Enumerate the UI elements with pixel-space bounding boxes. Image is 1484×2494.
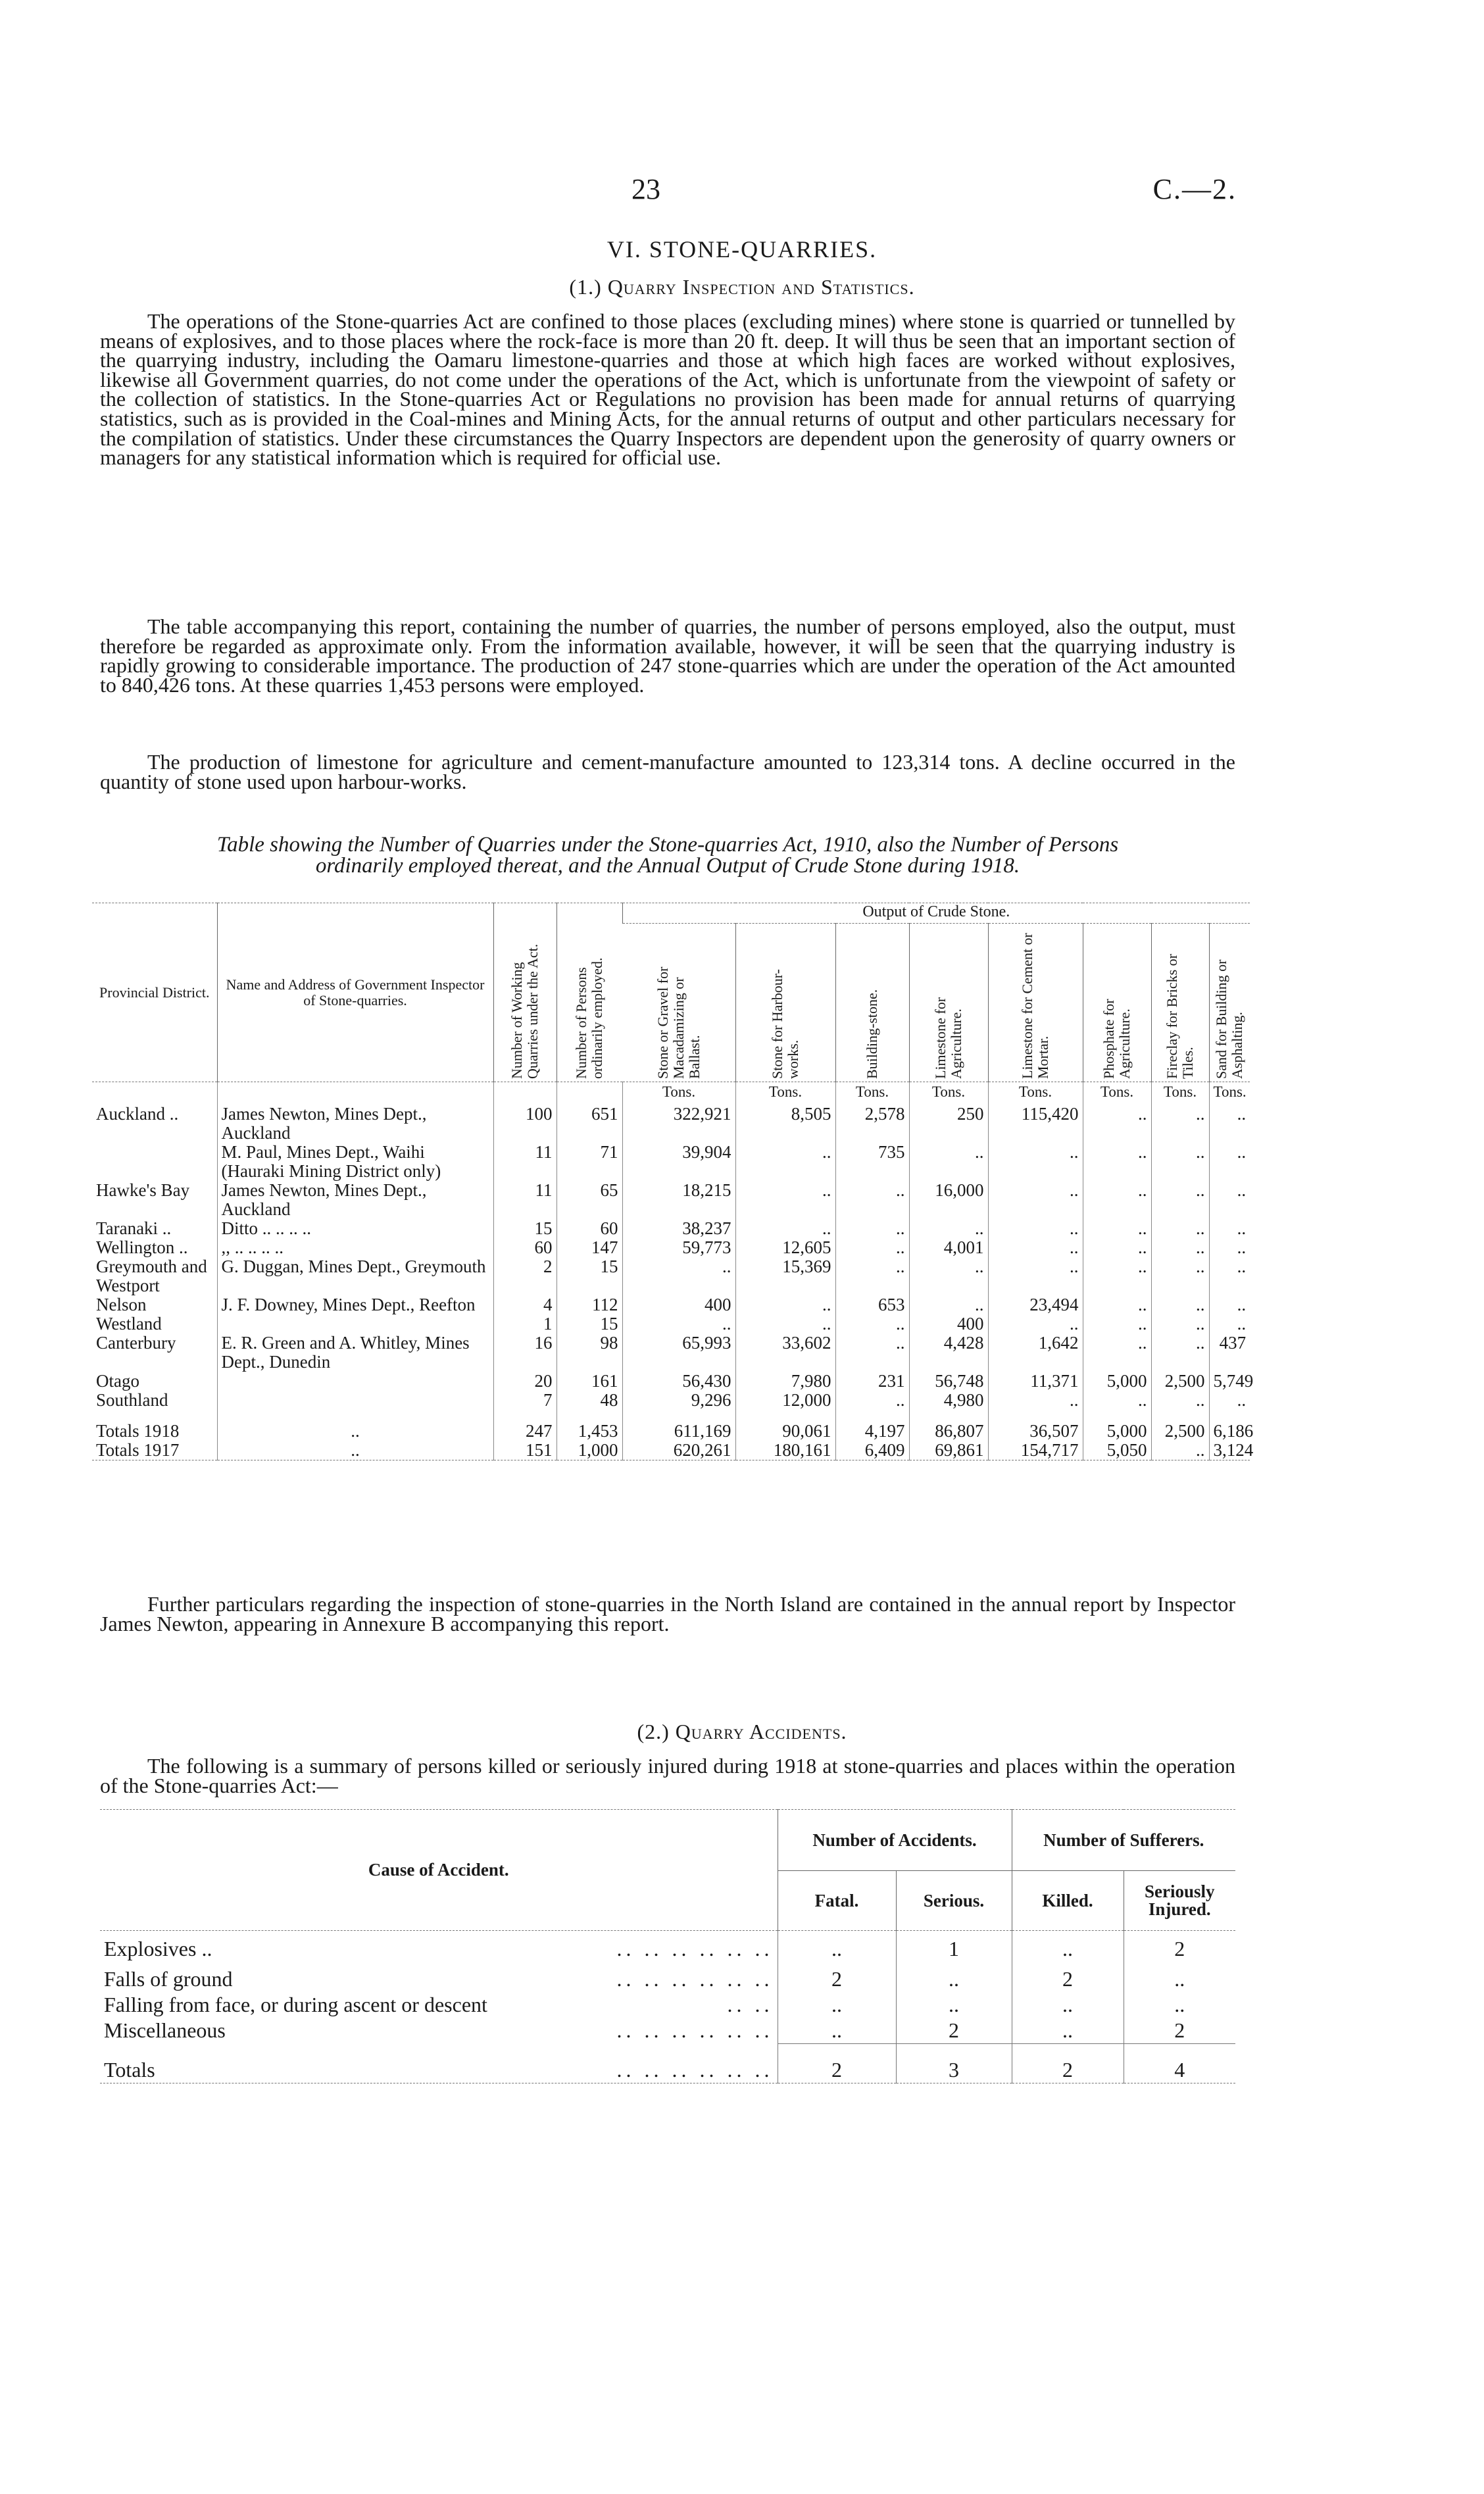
killed-cell: 2 — [1012, 1966, 1124, 1992]
output-cell: .. — [735, 1181, 835, 1219]
output-cell: 69,861 — [909, 1441, 988, 1460]
spacer-cell — [92, 1460, 217, 1470]
output-cell: 154,717 — [988, 1441, 1083, 1460]
header-quarries — [493, 903, 556, 1082]
table-row — [92, 1334, 1250, 1372]
table-end-rule — [92, 1460, 1250, 1470]
persons-cell: 98 — [556, 1334, 622, 1372]
spacer-cell — [735, 1410, 835, 1422]
paragraph-further-particulars: Further particulars regarding the inspection of stone-quarries in the North Island are contained in the annual report by Inspector James Newton, appearing in Annexure B accompanying this report. — [100, 1592, 1235, 1635]
killed-cell: 2 — [1012, 2044, 1124, 2083]
quarries-cell: 11 — [493, 1181, 556, 1219]
district-cell: Taranaki .. — [96, 1218, 172, 1238]
spacer-cell — [909, 1410, 988, 1422]
output-cell: .. — [1209, 1238, 1250, 1257]
leader-dots: .. .. .. .. .. .. — [616, 2018, 774, 2043]
output-cell: .. — [1151, 1219, 1209, 1238]
output-cell: 16,000 — [909, 1181, 988, 1219]
output-cell: .. — [1083, 1391, 1151, 1410]
quarries-cell: 151 — [493, 1441, 556, 1460]
output-cell: 5,050 — [1083, 1441, 1151, 1460]
cause-label: Miscellaneous — [104, 2018, 226, 2043]
output-cell: 18,215 — [622, 1181, 735, 1219]
table-caption-line: Table showing the Number of Quarries under the Stone-quarries Act, 1910, also the Number of Persons — [216, 833, 1119, 857]
spacer-cell — [909, 1460, 988, 1470]
unit-label: Tons. — [909, 1082, 988, 1105]
header-inspector: Name and Address of Government Inspector of Stone-quarries. — [217, 903, 493, 1082]
persons-cell: 161 — [556, 1372, 622, 1391]
output-cell: .. — [1083, 1143, 1151, 1181]
subsection-title-inspection: (1.) Quarry Inspection and Statistics. — [569, 275, 915, 299]
persons-cell: 651 — [556, 1105, 622, 1143]
output-cell: .. — [735, 1143, 835, 1181]
spacer-cell — [1151, 1410, 1209, 1422]
output-cell: .. — [1151, 1441, 1209, 1460]
persons-cell: 65 — [556, 1181, 622, 1219]
output-cell: .. — [988, 1143, 1083, 1181]
table-caption — [100, 834, 1235, 876]
persons-cell: 48 — [556, 1391, 622, 1410]
quarries-cell: 100 — [493, 1105, 556, 1143]
persons-cell: 60 — [556, 1219, 622, 1238]
output-cell: 2,578 — [835, 1105, 909, 1143]
serious-cell: 1 — [896, 1931, 1012, 1967]
header-output-macadam — [622, 924, 735, 1082]
output-cell: 6,186 — [1209, 1422, 1250, 1441]
injured-cell: .. — [1124, 1992, 1235, 2018]
leader-dots: .. .. .. .. .. .. — [616, 1967, 774, 1991]
spacer-row — [92, 1410, 1250, 1422]
output-cell: .. — [909, 1257, 988, 1295]
accident-table — [100, 1809, 1235, 2090]
quarries-cell: 20 — [493, 1372, 556, 1391]
output-cell: .. — [1151, 1257, 1209, 1295]
output-cell: .. — [735, 1219, 835, 1238]
header-sufferers-group: Number of Sufferers. — [1012, 1810, 1235, 1871]
output-cell: .. — [1209, 1391, 1250, 1410]
output-cell: 5,000 — [1083, 1422, 1151, 1441]
quarries-cell: 7 — [493, 1391, 556, 1410]
header-persons — [556, 903, 622, 1082]
fatal-cell: .. — [778, 2018, 896, 2044]
header-output-phosphate — [1083, 924, 1151, 1082]
output-cell: 400 — [909, 1314, 988, 1334]
output-cell: .. — [1083, 1238, 1151, 1257]
persons-cell: 15 — [556, 1314, 622, 1334]
output-cell: .. — [909, 1143, 988, 1181]
output-cell: 611,169 — [622, 1422, 735, 1441]
header-fatal: Fatal. — [778, 1871, 896, 1931]
output-cell: .. — [1083, 1295, 1151, 1314]
inspector-cell: G. Duggan, Mines Dept., Greymouth — [217, 1257, 493, 1295]
output-cell: .. — [835, 1391, 909, 1410]
header-district: Provincial District. — [92, 903, 217, 1082]
persons-cell: 1,000 — [556, 1441, 622, 1460]
spacer-cell — [622, 1460, 735, 1470]
output-cell: 3,124 — [1209, 1441, 1250, 1460]
output-cell: 400 — [622, 1295, 735, 1314]
output-cell: 12,605 — [735, 1238, 835, 1257]
output-cell: .. — [1209, 1295, 1250, 1314]
inspector-cell: J. F. Downey, Mines Dept., Reefton — [217, 1295, 493, 1314]
output-cell: 65,993 — [622, 1334, 735, 1372]
serious-cell: 3 — [896, 2044, 1012, 2083]
accident-row — [100, 2018, 1235, 2044]
district-cell: Wellington .. — [96, 1237, 188, 1257]
cause-cell — [100, 1931, 778, 1967]
header-output-fireclay — [1151, 924, 1209, 1082]
killed-cell: .. — [1012, 2018, 1124, 2044]
header-output-sand — [1209, 924, 1250, 1082]
cause-cell — [100, 2018, 778, 2044]
output-cell: .. — [1083, 1314, 1151, 1334]
output-cell: .. — [1151, 1295, 1209, 1314]
output-cell: 12,000 — [735, 1391, 835, 1410]
section-title: VI. STONE-QUARRIES. — [606, 236, 878, 262]
persons-cell: 15 — [556, 1257, 622, 1295]
serious-cell: 2 — [896, 2018, 1012, 2044]
header-output-harbour — [735, 924, 835, 1082]
cause-label: Totals — [104, 2057, 155, 2082]
injured-cell: 2 — [1124, 2018, 1235, 2044]
output-cell: 11,371 — [988, 1372, 1083, 1391]
killed-cell: .. — [1012, 1992, 1124, 2018]
persons-cell: 1,453 — [556, 1422, 622, 1441]
persons-cell: 112 — [556, 1295, 622, 1314]
output-cell: 620,261 — [622, 1441, 735, 1460]
header-accidents-group: Number of Accidents. — [778, 1810, 1012, 1871]
quarries-cell: 1 — [493, 1314, 556, 1334]
header-output-label: Stone or Gravel for Macadamizing or Ballast. — [654, 966, 703, 1079]
leader-dots: .. .. .. .. .. .. — [616, 1936, 774, 1960]
fatal-cell: .. — [778, 1931, 896, 1967]
table-row — [92, 1314, 1250, 1334]
spacer-cell — [988, 1410, 1083, 1422]
totals-dots: .. — [217, 1441, 493, 1460]
output-cell: 4,001 — [909, 1238, 988, 1257]
spacer-cell — [778, 2083, 896, 2091]
spacer-cell — [493, 1460, 556, 1470]
inspector-cell: ,, .. .. .. .. — [217, 1238, 493, 1257]
district-cell: Greymouth and Westport — [96, 1257, 207, 1295]
header-quarries-label: Number of Working Quarries under the Act. — [508, 943, 541, 1079]
output-cell: 56,748 — [909, 1372, 988, 1391]
paragraph-limestone: The production of limestone for agriculture and cement-manufacture amounted to 123,314 tons. A decline occurred in the quantity of stone used upon harbour-works. — [100, 750, 1235, 793]
output-cell: .. — [1209, 1143, 1250, 1181]
fatal-cell: 2 — [778, 1966, 896, 1992]
persons-cell: 71 — [556, 1143, 622, 1181]
output-cell: .. — [1151, 1314, 1209, 1334]
spacer-cell — [1151, 1460, 1209, 1470]
injured-cell: 4 — [1124, 2044, 1235, 2083]
spacer-cell — [217, 1410, 493, 1422]
persons-cell: 147 — [556, 1238, 622, 1257]
district-cell: Nelson — [96, 1295, 147, 1314]
output-cell: 5,749 — [1209, 1372, 1250, 1391]
unit-label: Tons. — [835, 1082, 909, 1105]
table-end-rule — [100, 2083, 1235, 2091]
output-cell: 2,500 — [1151, 1372, 1209, 1391]
header-output-lime-cement — [988, 924, 1083, 1082]
output-cell: .. — [909, 1295, 988, 1314]
district-cell — [92, 1143, 217, 1181]
output-cell: 115,420 — [988, 1105, 1083, 1143]
spacer-cell — [835, 1460, 909, 1470]
table-row — [92, 1391, 1250, 1410]
quarries-cell: 2 — [493, 1257, 556, 1295]
unit-label: Tons. — [1151, 1082, 1209, 1105]
cause-label: Falls of ground — [104, 1967, 233, 1991]
cause-cell — [100, 2044, 778, 2083]
district-cell: Southland — [96, 1390, 168, 1410]
output-cell: .. — [622, 1314, 735, 1334]
header-output-label: Building-stone. — [864, 989, 880, 1079]
output-cell: .. — [1151, 1105, 1209, 1143]
table-row — [92, 1143, 1250, 1181]
unit-label: Tons. — [735, 1082, 835, 1105]
output-cell: .. — [1151, 1143, 1209, 1181]
district-cell: Hawke's Bay — [96, 1180, 190, 1200]
spacer-cell — [1083, 1410, 1151, 1422]
header-output-label: Limestone for Agriculture. — [932, 997, 964, 1079]
accident-table-body — [100, 1931, 1235, 2091]
inspector-cell: M. Paul, Mines Dept., Waihi (Hauraki Mining District only) — [217, 1143, 493, 1181]
header-killed: Killed. — [1012, 1871, 1124, 1931]
header-output-label: Sand for Building or Asphalting. — [1213, 959, 1246, 1079]
output-cell: 15,369 — [735, 1257, 835, 1295]
output-cell: .. — [1209, 1105, 1250, 1143]
accident-row — [100, 2044, 1235, 2083]
spacer-cell — [556, 1410, 622, 1422]
document-code: C.—2. — [1152, 173, 1237, 205]
header-output-lime-agri — [909, 924, 988, 1082]
output-cell: .. — [835, 1181, 909, 1219]
cause-label: Falling from face, or during ascent or descent — [104, 1993, 487, 2016]
fatal-cell: 2 — [778, 2044, 896, 2083]
output-cell: .. — [1083, 1257, 1151, 1295]
table-row — [92, 1219, 1250, 1238]
header-persons-label: Number of Persons ordinarily employed. — [573, 957, 605, 1079]
output-cell: .. — [735, 1295, 835, 1314]
district-cell: Westland — [96, 1314, 162, 1334]
inspector-cell: James Newton, Mines Dept., Auckland — [217, 1105, 493, 1143]
spacer-cell — [735, 1460, 835, 1470]
output-cell: .. — [1151, 1334, 1209, 1372]
serious-cell: .. — [896, 1966, 1012, 1992]
output-cell: 180,161 — [735, 1441, 835, 1460]
accident-row — [100, 1992, 1235, 2018]
table-caption-line: ordinarily employed thereat, and the Annual Output of Crude Stone during 1918. — [315, 854, 1020, 878]
output-cell: 39,904 — [622, 1143, 735, 1181]
quarries-cell: 4 — [493, 1295, 556, 1314]
output-cell: .. — [988, 1219, 1083, 1238]
spacer-cell — [217, 1460, 493, 1470]
output-cell: 6,409 — [835, 1441, 909, 1460]
unit-label: Tons. — [988, 1082, 1083, 1105]
accident-row — [100, 1966, 1235, 1992]
spacer-cell — [1012, 2083, 1124, 2091]
output-cell: .. — [835, 1334, 909, 1372]
leader-dots: .. .. .. .. .. .. — [616, 2057, 774, 2082]
cause-cell — [100, 1966, 778, 1992]
output-cell: .. — [1209, 1219, 1250, 1238]
output-cell: 250 — [909, 1105, 988, 1143]
output-cell: 5,000 — [1083, 1372, 1151, 1391]
output-cell: .. — [835, 1257, 909, 1295]
header-output-label: Limestone for Cement or Mortar. — [1019, 933, 1051, 1079]
output-cell: 9,296 — [622, 1391, 735, 1410]
inspector-cell: Ditto .. .. .. .. — [217, 1219, 493, 1238]
header-output-building — [835, 924, 909, 1082]
output-cell: .. — [622, 1257, 735, 1295]
units-row — [92, 1082, 1250, 1105]
unit-label: Tons. — [1083, 1082, 1151, 1105]
output-cell: .. — [1083, 1334, 1151, 1372]
quarries-cell: 60 — [493, 1238, 556, 1257]
table-row — [92, 1105, 1250, 1143]
quarries-cell: 16 — [493, 1334, 556, 1372]
output-cell: .. — [1209, 1181, 1250, 1219]
table-row — [92, 1238, 1250, 1257]
spacer-cell — [988, 1460, 1083, 1470]
output-cell: .. — [1209, 1257, 1250, 1295]
output-cell: 437 — [1209, 1334, 1250, 1372]
output-cell: .. — [835, 1219, 909, 1238]
inspector-cell: E. R. Green and A. Whitley, Mines Dept., Dunedin — [217, 1334, 493, 1372]
injured-cell: .. — [1124, 1966, 1235, 1992]
spacer-cell — [1209, 1460, 1250, 1470]
spacer-cell — [92, 1410, 217, 1422]
district-cell: Auckland .. — [96, 1104, 179, 1124]
totals-label: Totals 1917 — [96, 1440, 180, 1460]
totals-dots: .. — [217, 1422, 493, 1441]
inspector-cell — [217, 1314, 493, 1334]
quarries-cell: 11 — [493, 1143, 556, 1181]
spacer-cell — [835, 1410, 909, 1422]
spacer-cell — [1209, 1410, 1250, 1422]
header-output-label: Stone for Harbour-works. — [769, 969, 801, 1079]
output-cell: 322,921 — [622, 1105, 735, 1143]
output-cell: 36,507 — [988, 1422, 1083, 1441]
district-cell: Canterbury — [96, 1333, 176, 1353]
spacer-cell — [556, 1460, 622, 1470]
output-cell: .. — [1209, 1314, 1250, 1334]
output-cell: .. — [1151, 1238, 1209, 1257]
quarries-cell: 247 — [493, 1422, 556, 1441]
output-cell: 2,500 — [1151, 1422, 1209, 1441]
output-cell: .. — [835, 1238, 909, 1257]
output-cell: 231 — [835, 1372, 909, 1391]
output-cell: 4,980 — [909, 1391, 988, 1410]
output-cell: 1,642 — [988, 1334, 1083, 1372]
inspector-cell — [217, 1391, 493, 1410]
output-cell: 7,980 — [735, 1372, 835, 1391]
output-cell: .. — [988, 1181, 1083, 1219]
quarry-statistics-table — [92, 903, 1254, 1470]
injured-cell: 2 — [1124, 1931, 1235, 1967]
totals-label: Totals 1918 — [96, 1421, 180, 1441]
header-output-label: Fireclay for Bricks or Tiles. — [1164, 954, 1196, 1079]
output-cell: 56,430 — [622, 1372, 735, 1391]
paragraph-operations: The operations of the Stone-quarries Act are confined to those places (excluding mines) where stone is quarried or tunnelled by means of explosives, and to those places where the rock-face is more than 20 ft. deep. It will thus be seen that an important section of the quarrying industry, including the Oamaru limestone-quarries and those at which high faces are worked without explosives, likewise all Government quarries, do not come under the operations of the Act, which is unfortunate from the viewpoint of safety or the collection of statistics. In the Stone-quarries Act or Regulations no provision has been made for annual returns of quarrying statistics, such as is provided in the Coal-mines and Mining Acts, for the annual returns of output and other particulars necessary for the compilation of statistics. Under these circumstances the Quarry Inspectors are dependent upon the generosity of quarry owners or managers for any statistical information which is required for official use. — [100, 309, 1235, 470]
table-row — [92, 1295, 1250, 1314]
output-cell: .. — [735, 1314, 835, 1334]
output-cell: .. — [835, 1314, 909, 1334]
fatal-cell: .. — [778, 1992, 896, 2018]
paragraph-table-note: The table accompanying this report, containing the number of quarries, the number of persons employed, also the output, must therefore be regarded as approximate only. From the information available, however, it will be seen that the quarrying industry is rapidly growing to considerable importance. The production of 247 stone-quarries which are under the operation of the Act amounted to 840,426 tons. At these quarries 1,453 persons were employed. — [100, 614, 1235, 697]
paragraph-accidents-intro: The following is a summary of persons killed or seriously injured during 1918 at stone-quarries and places within the operation of the Stone-quarries Act:— — [100, 1754, 1235, 1797]
spacer-cell — [1124, 2083, 1235, 2091]
inspector-cell: James Newton, Mines Dept., Auckland — [217, 1181, 493, 1219]
output-cell: .. — [1083, 1219, 1151, 1238]
header-seriously-injured: Seriously Injured. — [1124, 1871, 1235, 1931]
output-cell: 38,237 — [622, 1219, 735, 1238]
page-number: 23 — [631, 173, 660, 205]
output-cell: .. — [988, 1314, 1083, 1334]
table-row — [92, 1181, 1250, 1219]
output-cell: 59,773 — [622, 1238, 735, 1257]
output-cell: 4,428 — [909, 1334, 988, 1372]
output-cell: .. — [988, 1391, 1083, 1410]
output-cell: .. — [988, 1238, 1083, 1257]
leader-dots: .. .. — [727, 1993, 774, 2016]
subsection-title-accidents: (2.) Quarry Accidents. — [637, 1720, 847, 1743]
spacer-cell — [622, 1410, 735, 1422]
totals-row — [92, 1422, 1250, 1441]
table-row — [92, 1257, 1250, 1295]
serious-cell: .. — [896, 1992, 1012, 2018]
output-cell: .. — [909, 1219, 988, 1238]
output-cell: 735 — [835, 1143, 909, 1181]
inspector-cell — [217, 1372, 493, 1391]
spacer-cell — [493, 1410, 556, 1422]
unit-label: Tons. — [622, 1082, 735, 1105]
accident-row — [100, 1931, 1235, 1967]
killed-cell: .. — [1012, 1931, 1124, 1967]
output-cell: .. — [988, 1257, 1083, 1295]
output-cell: 86,807 — [909, 1422, 988, 1441]
quarries-cell: 15 — [493, 1219, 556, 1238]
header-cause: Cause of Accident. — [100, 1810, 778, 1931]
spacer-cell — [896, 2083, 1012, 2091]
spacer-cell — [1083, 1460, 1151, 1470]
totals-row — [92, 1441, 1250, 1460]
cause-cell — [100, 1992, 778, 2018]
spacer-cell — [100, 2083, 778, 2091]
output-cell: 23,494 — [988, 1295, 1083, 1314]
output-cell: .. — [1151, 1181, 1209, 1219]
output-cell: 4,197 — [835, 1422, 909, 1441]
quarry-table-body — [92, 1082, 1254, 1470]
output-cell: 653 — [835, 1295, 909, 1314]
output-cell: 90,061 — [735, 1422, 835, 1441]
output-cell: 33,602 — [735, 1334, 835, 1372]
output-cell: 8,505 — [735, 1105, 835, 1143]
header-serious: Serious. — [896, 1871, 1012, 1931]
output-cell: .. — [1083, 1105, 1151, 1143]
header-output-group: Output of Crude Stone. — [622, 903, 1250, 924]
output-cell: .. — [1083, 1181, 1151, 1219]
header-output-label: Phosphate for Agriculture. — [1101, 999, 1133, 1079]
unit-label: Tons. — [1209, 1082, 1250, 1105]
table-row — [92, 1372, 1250, 1391]
cause-label: Explosives .. — [104, 1936, 212, 1960]
output-cell: .. — [1151, 1391, 1209, 1410]
district-cell: Otago — [96, 1371, 139, 1391]
